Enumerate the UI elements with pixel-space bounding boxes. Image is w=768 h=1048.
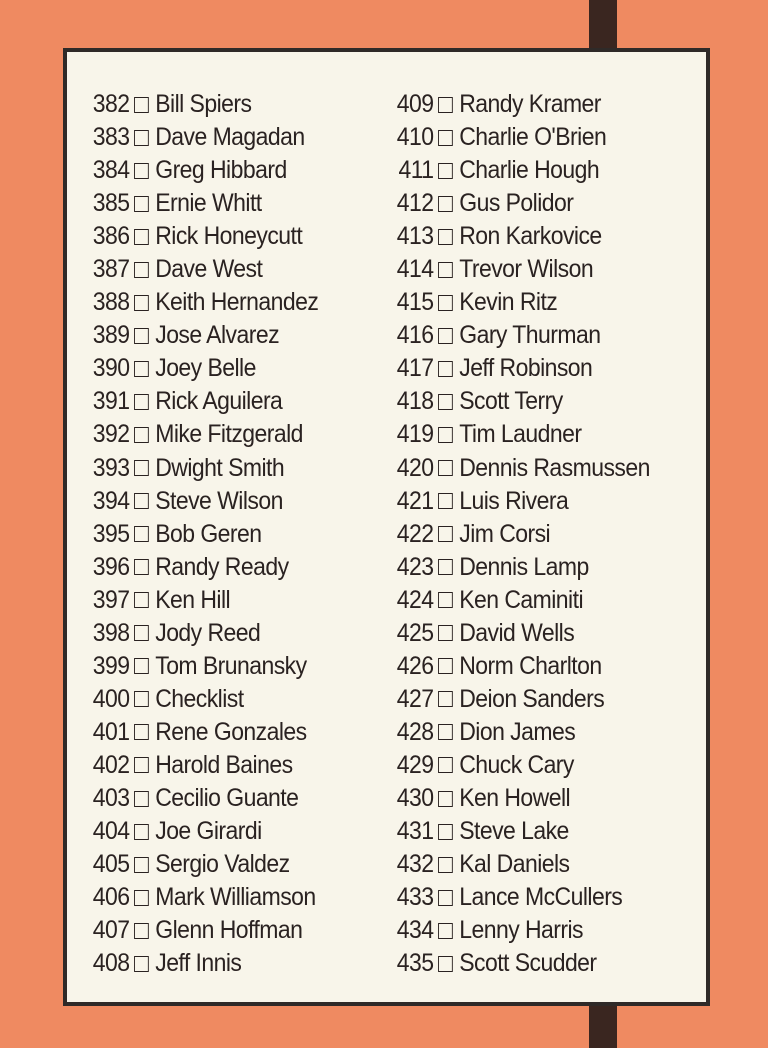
player-name: Bob Geren: [155, 519, 262, 548]
checkbox[interactable]: [134, 559, 149, 575]
checklist-entry: [393, 319, 650, 352]
top-stripe: [589, 0, 617, 50]
player-name: Jim Corsi: [459, 519, 551, 548]
checkbox[interactable]: [134, 460, 149, 476]
player-name: Kevin Ritz: [459, 288, 558, 317]
checkbox[interactable]: [438, 493, 453, 509]
card-number: 405: [92, 850, 130, 879]
checkbox[interactable]: [134, 724, 149, 740]
checkbox[interactable]: [134, 97, 149, 113]
card-number: 434: [396, 916, 434, 945]
checkbox[interactable]: [438, 460, 453, 476]
checkbox[interactable]: [438, 427, 453, 443]
checklist-entry: [393, 782, 650, 815]
player-name: Rick Honeycutt: [155, 222, 303, 251]
card-number: 391: [92, 387, 130, 416]
card-number: 426: [396, 651, 434, 680]
checklist-entry: [393, 914, 650, 947]
player-name: Ken Caminiti: [459, 585, 584, 614]
card-number: 384: [92, 156, 130, 185]
card-number: 385: [92, 189, 130, 218]
checkbox[interactable]: [134, 592, 149, 608]
card-number: 430: [396, 784, 434, 812]
checklist-entry: [89, 683, 318, 716]
player-name: Lenny Harris: [459, 916, 584, 945]
player-name: Charlie Hough: [459, 156, 600, 185]
player-name: Mark Williamson: [155, 883, 316, 912]
player-name: Harold Baines: [155, 750, 293, 779]
checklist-entry: [89, 154, 318, 187]
player-name: Glenn Hoffman: [155, 916, 303, 945]
checkbox[interactable]: [438, 97, 453, 113]
checklist-entry: [89, 848, 318, 881]
card-number: 404: [92, 817, 130, 846]
card-number: 427: [396, 684, 434, 713]
checkbox[interactable]: [438, 196, 453, 212]
checklist-entry: [393, 253, 650, 286]
checklist-entry: [393, 617, 650, 650]
checklist-entry: [89, 121, 318, 154]
player-name: Luis Rivera: [459, 486, 569, 515]
player-name: Jeff Robinson: [459, 354, 593, 383]
checklist-entry: [89, 650, 318, 683]
checklist-entry: [393, 88, 650, 121]
card-number: 416: [396, 321, 434, 350]
checkbox[interactable]: [438, 791, 453, 807]
checkbox[interactable]: [134, 857, 149, 873]
checkbox[interactable]: [134, 130, 149, 146]
checklist-entry: [393, 749, 650, 782]
player-name: Tim Laudner: [459, 420, 582, 449]
player-name: Mike Fitzgerald: [155, 420, 303, 449]
card-number: 413: [396, 222, 434, 251]
checklist-column-left: [89, 88, 338, 980]
checklist-entry: [393, 848, 650, 881]
checklist-entry: [393, 485, 650, 518]
player-name: Dennis Lamp: [459, 552, 589, 581]
checklist-entry: [89, 485, 318, 518]
checklist-entry: [89, 716, 318, 749]
player-name: Jeff Innis: [155, 949, 242, 978]
checkbox[interactable]: [134, 229, 149, 245]
player-name: Ken Howell: [459, 784, 571, 812]
card-number: 423: [396, 552, 434, 581]
card-number: 419: [396, 420, 434, 449]
checkbox[interactable]: [134, 890, 149, 906]
checklist-entry: [393, 584, 650, 617]
card-number: 409: [396, 90, 434, 119]
player-name: Deion Sanders: [459, 684, 605, 713]
checklist-entry: [393, 121, 650, 154]
checklist-entry: [89, 947, 318, 980]
card-number: 392: [92, 420, 130, 449]
checkbox[interactable]: [438, 229, 453, 245]
card-number: 412: [396, 189, 434, 218]
checklist-entry: [393, 385, 650, 418]
checkbox[interactable]: [438, 262, 453, 278]
checklist-entry: [89, 749, 318, 782]
player-name: Rene Gonzales: [155, 717, 307, 746]
checklist-entry: [89, 286, 318, 319]
card-number: 401: [92, 717, 130, 746]
checklist-panel: [63, 48, 710, 1006]
checkbox[interactable]: [438, 130, 453, 146]
player-name: Trevor Wilson: [459, 255, 594, 284]
card-number: 403: [92, 784, 130, 812]
card-number: 424: [396, 585, 434, 614]
player-name: Norm Charlton: [459, 651, 602, 680]
checklist-entry: [393, 650, 650, 683]
checklist-entry: [393, 716, 650, 749]
player-name: Rick Aguilera: [155, 387, 283, 416]
card-number: 383: [92, 123, 130, 152]
player-name: Dwight Smith: [155, 453, 285, 482]
checkbox[interactable]: [134, 295, 149, 311]
checklist-entry: [89, 881, 318, 914]
player-name: Joe Girardi: [155, 817, 262, 846]
checkbox[interactable]: [438, 559, 453, 575]
player-name: Charlie O'Brien: [459, 123, 607, 152]
player-name: Checklist: [155, 684, 244, 713]
card-number: 432: [396, 850, 434, 879]
checklist-entry: [393, 352, 650, 385]
checkbox[interactable]: [438, 526, 453, 542]
checkbox[interactable]: [438, 394, 453, 410]
card-number: 402: [92, 750, 130, 779]
player-name: Tom Brunansky: [155, 651, 307, 680]
checkbox[interactable]: [438, 757, 453, 773]
card-number: 400: [92, 684, 130, 713]
card-number: 435: [396, 949, 434, 978]
checklist-entry: [89, 551, 318, 584]
card-number: 396: [92, 552, 130, 581]
checkbox[interactable]: [438, 890, 453, 906]
card-number: 388: [92, 288, 130, 317]
card-number: 406: [92, 883, 130, 912]
checklist-entry: [393, 418, 650, 451]
checkbox[interactable]: [438, 163, 453, 179]
bottom-stripe: [589, 1006, 617, 1048]
player-name: Ernie Whitt: [155, 189, 262, 218]
checklist-entry: [89, 914, 318, 947]
checklist-entry: [89, 452, 318, 485]
card-number: 418: [396, 387, 434, 416]
checklist-entry: [89, 220, 318, 253]
checkbox[interactable]: [438, 923, 453, 939]
player-name: Steve Wilson: [155, 486, 283, 515]
checklist-entry: [89, 88, 318, 121]
card-number: 389: [92, 321, 130, 350]
checkbox[interactable]: [438, 956, 453, 972]
checkbox[interactable]: [438, 295, 453, 311]
card-number: 429: [396, 750, 434, 779]
checkbox[interactable]: [438, 625, 453, 641]
checkbox[interactable]: [134, 328, 149, 344]
player-name: Randy Ready: [155, 552, 289, 581]
checklist-entry: [89, 319, 318, 352]
checklist-entry: [89, 617, 318, 650]
card-number: 397: [92, 585, 130, 614]
checklist-entry: [393, 518, 650, 551]
checkbox[interactable]: [134, 625, 149, 641]
checklist-entry: [89, 418, 318, 451]
card-number: 387: [92, 255, 130, 284]
checkbox[interactable]: [438, 361, 453, 377]
card-number: 414: [396, 255, 434, 284]
card-number: 415: [396, 288, 434, 317]
player-name: Sergio Valdez: [155, 850, 290, 879]
player-name: Jose Alvarez: [155, 321, 280, 350]
player-name: Greg Hibbard: [155, 156, 287, 185]
checklist-entry: [89, 518, 318, 551]
checkbox[interactable]: [438, 658, 453, 674]
checkbox[interactable]: [134, 658, 149, 674]
checklist-entry: [393, 452, 650, 485]
checklist-entry: [393, 947, 650, 980]
player-name: Steve Lake: [459, 817, 569, 846]
card-number: 428: [396, 717, 434, 746]
player-name: Joey Belle: [155, 354, 256, 383]
checklist-entry: [89, 782, 318, 815]
checkbox[interactable]: [134, 427, 149, 443]
player-name: Chuck Cary: [459, 750, 574, 779]
card-number: 390: [92, 354, 130, 383]
checklist-entry: [393, 815, 650, 848]
player-name: Ron Karkovice: [459, 222, 602, 251]
checklist-entry: [89, 352, 318, 385]
card-number: 411: [398, 156, 434, 185]
player-name: Cecilio Guante: [155, 784, 299, 812]
checklist-entry: [393, 220, 650, 253]
player-name: David Wells: [459, 618, 575, 647]
card-number: 417: [396, 354, 434, 383]
card-number: 399: [92, 651, 130, 680]
checklist-entry: [393, 286, 650, 319]
player-name: Gus Polidor: [459, 189, 574, 218]
checklist-column-right: [393, 88, 672, 980]
checklist-entry: [393, 551, 650, 584]
checkbox[interactable]: [438, 592, 453, 608]
card-number: 431: [396, 817, 434, 846]
player-name: Lance McCullers: [459, 883, 623, 912]
checkbox[interactable]: [134, 923, 149, 939]
checkbox[interactable]: [438, 824, 453, 840]
checklist-entry: [89, 815, 318, 848]
card-number: 433: [396, 883, 434, 912]
checklist-entry: [393, 187, 650, 220]
card-number: 408: [92, 949, 130, 978]
player-name: Gary Thurman: [459, 321, 601, 350]
checkbox[interactable]: [134, 691, 149, 707]
checkbox[interactable]: [134, 956, 149, 972]
card-number: 393: [92, 453, 130, 482]
checklist-entry: [393, 683, 650, 716]
checkbox[interactable]: [134, 493, 149, 509]
checkbox[interactable]: [438, 857, 453, 873]
checklist-entry: [89, 584, 318, 617]
card-number: 420: [396, 453, 434, 482]
card-number: 422: [396, 519, 434, 548]
player-name: Dion James: [459, 717, 576, 746]
card-number: 425: [396, 618, 434, 647]
card-number: 410: [396, 123, 434, 152]
player-name: Keith Hernandez: [155, 288, 319, 317]
player-name: Dave Magadan: [155, 123, 305, 152]
player-name: Kal Daniels: [459, 850, 570, 879]
checkbox[interactable]: [438, 691, 453, 707]
player-name: Dennis Rasmussen: [459, 453, 650, 482]
checkbox[interactable]: [134, 824, 149, 840]
card-number: 398: [92, 618, 130, 647]
checkbox[interactable]: [134, 262, 149, 278]
checklist-entry: [89, 253, 318, 286]
checklist-entry: [89, 187, 318, 220]
checkbox[interactable]: [134, 757, 149, 773]
player-name: Scott Scudder: [459, 949, 597, 978]
checklist-entry: [393, 881, 650, 914]
checkbox[interactable]: [134, 791, 149, 807]
card-number: 395: [92, 519, 130, 548]
player-name: Bill Spiers: [155, 90, 252, 119]
card-number: 407: [92, 916, 130, 945]
checkbox[interactable]: [134, 394, 149, 410]
checkbox[interactable]: [134, 163, 149, 179]
card-number: 421: [396, 486, 434, 515]
player-name: Scott Terry: [459, 387, 563, 416]
card-number: 382: [92, 90, 130, 119]
card-number: 394: [92, 486, 130, 515]
checkbox[interactable]: [134, 526, 149, 542]
checkbox[interactable]: [134, 196, 149, 212]
checkbox[interactable]: [134, 361, 149, 377]
player-name: Randy Kramer: [459, 90, 601, 119]
checkbox[interactable]: [438, 724, 453, 740]
checklist-entry: [89, 385, 318, 418]
player-name: Dave West: [155, 255, 263, 284]
checkbox[interactable]: [438, 328, 453, 344]
card-number: 386: [92, 222, 130, 251]
checklist-entry: [393, 154, 650, 187]
player-name: Jody Reed: [155, 618, 261, 647]
player-name: Ken Hill: [155, 585, 231, 614]
